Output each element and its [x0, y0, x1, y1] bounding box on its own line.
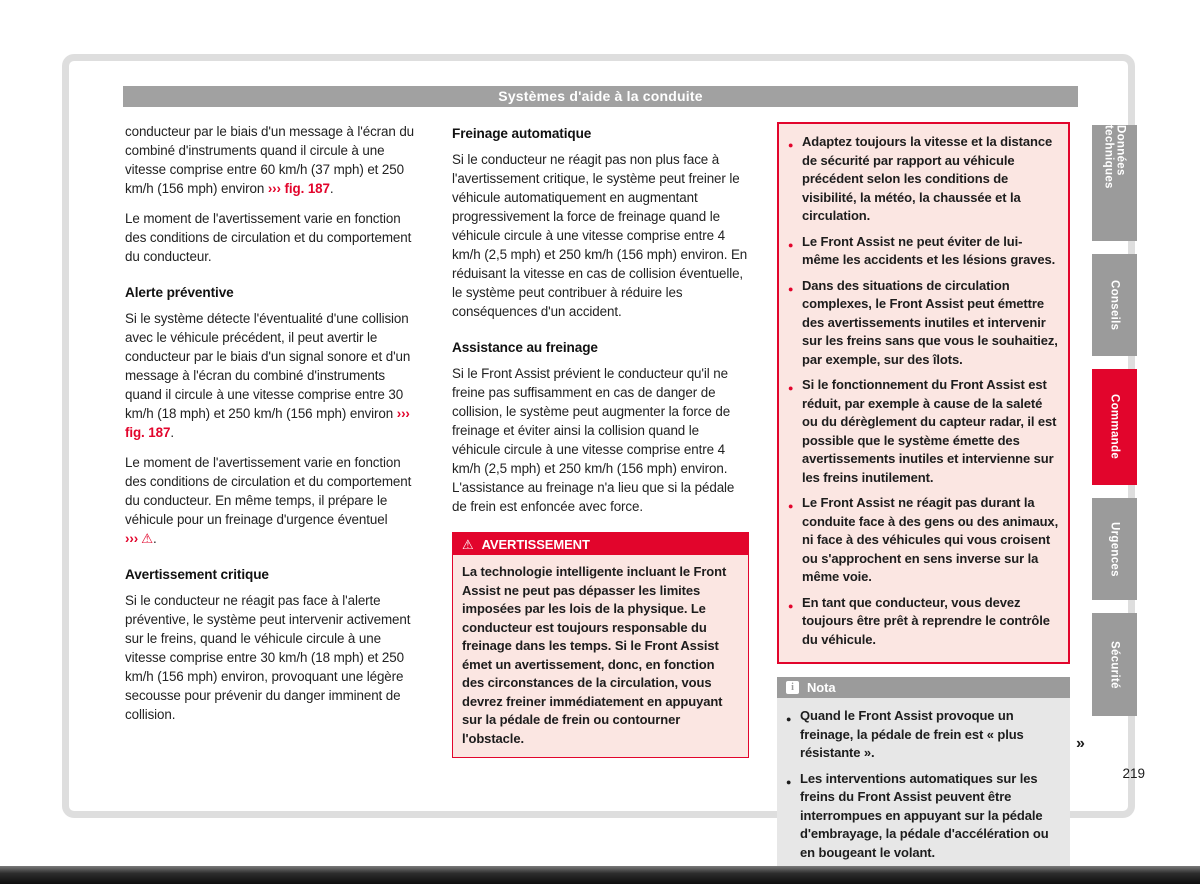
text-run: . — [329, 181, 334, 196]
nota-box-body — [777, 698, 1070, 875]
warning-box — [452, 532, 749, 758]
section-heading: Alerte préventive — [125, 285, 234, 300]
text-run: . — [152, 531, 157, 546]
text-run: . — [170, 425, 174, 440]
list-item — [788, 133, 1059, 226]
bullet-icon: ● — [788, 239, 794, 250]
column-right — [777, 122, 1070, 875]
scan-bottom-edge — [0, 866, 1200, 884]
bullet-icon: ● — [788, 283, 794, 294]
warning-triangle-icon: ⚠ — [141, 531, 153, 546]
bullet-icon: ● — [788, 383, 794, 393]
nota-box-title: Nota — [807, 680, 836, 695]
text-run: Le moment de l'avertissement varie en fonction des conditions de circulation et du comportement du conducteur. En même temps, il prépare le véhicule pour un freinage d'urgence éventuel — [125, 455, 412, 527]
paragraph — [125, 453, 421, 548]
warning-box-header — [453, 533, 748, 555]
list-item — [788, 376, 1059, 487]
list-item-text: Si le fonctionnement du Front Assist est réduit, par exemple à cause de la saleté ou du dérèglement du capteur radar, il est possible que le système émette des avertissements inutiles et intervienne sur les freins inutilement. — [802, 377, 1057, 485]
page-number: 219 — [1122, 766, 1145, 781]
list-item-text: Dans des situations de circulation complexes, le Front Assist peut émettre des avertissements inutiles et intervenir sur les freins sans que vous le souhaitiez, par exemple, sur des îlots. — [802, 277, 1058, 367]
paragraph: Si le conducteur ne réagit pas face à l'alerte préventive, le système peut intervenir activement sur le freins, quand le véhicule circule à une vitesse comprise entre 30 km/h (18 mph) et 250 km/h (156 mph) environ, provoquant une légère secousse pour prévenir du danger imminent de collision. — [125, 593, 411, 722]
page-title: Systèmes d'aide à la conduite — [123, 86, 1078, 107]
bullet-icon: ● — [788, 140, 794, 150]
list-item — [788, 277, 1059, 370]
info-icon: i — [786, 681, 799, 694]
paragraph — [125, 309, 421, 442]
list-item-text: Adaptez toujours la vitesse et la distance de sécurité par rapport au véhicule précédent selon les conditions de visibilité, la météo, la chaussée et la circulation. — [802, 134, 1053, 223]
side-tab-securite: Sécurité — [1092, 613, 1137, 716]
list-item — [788, 594, 1059, 650]
warning-box-body: La technologie intelligente incluant le Front Assist ne peut pas dépasser les limites imposées par les lois de la physique. Le conducteur est toujours responsable du freinage dans les temps. Si le Front Assist émet un avertissement, donc, en fonction des circonstances de la circulation, vous devrez freiner immédiatement en appuyant sur la pédale de frein ou contourner l'obstacle. — [453, 555, 748, 757]
continuation-mark: » — [1076, 735, 1085, 752]
section-heading: Avertissement critique — [125, 567, 269, 582]
side-tab-donnees-techniques: Données techniques — [1092, 125, 1137, 241]
fig-ref: ››› fig. 187 — [267, 181, 330, 196]
list-item-text: Le Front Assist ne peut éviter de lui-même les accidents et les lésions graves. — [802, 233, 1056, 267]
list-item — [786, 707, 1061, 763]
list-item-text: En tant que conducteur, vous devez toujours être prêt à reprendre le contrôle du véhicule. — [802, 594, 1050, 647]
column-middle — [452, 122, 749, 758]
bullet-icon: ● — [786, 714, 792, 724]
section-heading: Assistance au freinage — [452, 340, 598, 355]
side-tab-commande: Commande — [1092, 369, 1137, 485]
list-item — [786, 770, 1061, 863]
paragraph — [125, 122, 421, 198]
warning-triangle-icon: ⚠ — [462, 536, 474, 552]
warning-continuation-box — [777, 122, 1070, 664]
list-item-text: Les interventions automatiques sur les freins du Front Assist peuvent être interrompues en appuyant sur la pédale d'embrayage, la pédale d'accélération ou en bougeant le volant. — [800, 770, 1049, 860]
side-tab-urgences: Urgences — [1092, 498, 1137, 600]
nota-box — [777, 677, 1070, 875]
list-item — [788, 494, 1059, 587]
paragraph: Si le Front Assist prévient le conducteur qu'il ne freine pas suffisamment en cas de danger de collision, le système peut augmenter la force de freinage et éviter ainsi la collision quand le véhicule circule à une vitesse comprise entre 4 km/h (2,5 mph) et 250 km/h (156 mph) environ. L'assistance au freinage n'a lieu que si la pédale de frein est enfoncée avec force. — [452, 366, 735, 514]
fig-ref: ››› fig. 187 — [125, 406, 410, 440]
side-tab-conseils: Conseils — [1092, 254, 1137, 356]
text-run: conducteur par le biais d'un message à l'écran du combiné d'instruments quand il circule à une vitesse comprise entre 60 km/h (37 mph) et 250 km/h (156 mph) environ — [125, 124, 415, 196]
chevrons-ref: ››› — [125, 531, 139, 546]
bullet-icon: ● — [786, 776, 792, 787]
paragraph: Le moment de l'avertissement varie en fonction des conditions de circulation et du comportement du conducteur. — [125, 211, 412, 264]
list-item-text: Le Front Assist ne réagit pas durant la conduite face à des gens ou des animaux, ni face à des véhicules qui vous croisent ou s'approchent en sens inverse sur la même voie. — [802, 495, 1059, 584]
warning-box-title: AVERTISSEMENT — [481, 536, 590, 552]
bullet-icon: ● — [788, 600, 794, 611]
paragraph: Si le conducteur ne réagit pas non plus face à l'avertissement critique, le système peut freiner le véhicule automatiquement en augmentant progressivement la force de freinage quand le véhicule circule à une vitesse comprise entre 4 km/h (2,5 mph) et 250 km/h (156 mph) environ. En réduisant la vitesse en cas de collision éventuelle, le système peut contribuer à réduire les conséquences d'un accident. — [452, 152, 748, 319]
text-run: Si le système détecte l'éventualité d'une collision avec le véhicule précédent, il peut avertir le conducteur par le biais d'un signal sonore et d'un message à l'écran du combiné d'instruments quand il circule à une vitesse comprise entre 30 km/h (18 mph) et 250 km/h (156 mph) environ — [125, 311, 411, 421]
column-left — [125, 122, 421, 735]
section-heading: Freinage automatique — [452, 126, 592, 141]
list-item-text: Quand le Front Assist provoque un freinage, la pédale de frein est « plus résistante ». — [800, 708, 1024, 760]
bullet-icon: ● — [788, 501, 794, 511]
list-item — [788, 233, 1059, 270]
nota-box-header — [777, 677, 1070, 698]
